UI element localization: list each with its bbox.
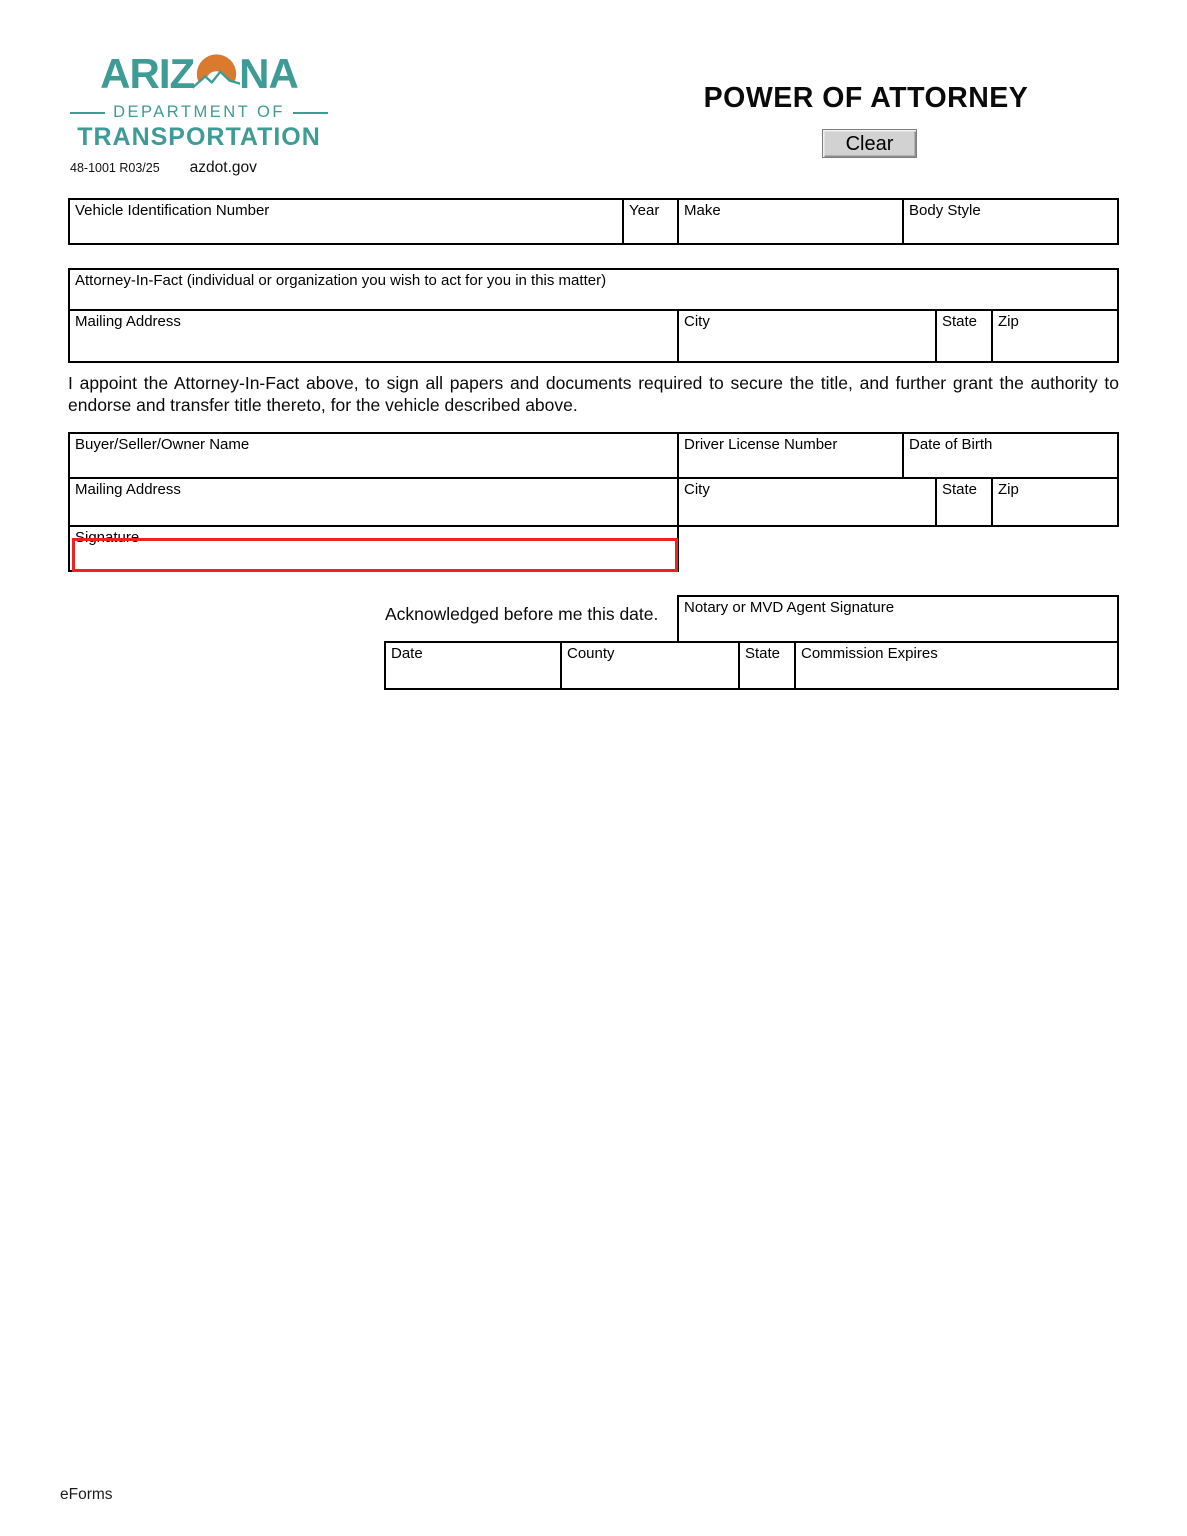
form-meta-row [70, 159, 328, 177]
notary-state-field[interactable] [740, 643, 796, 688]
attorney-zip-label: Zip [998, 313, 1019, 330]
vehicle-table [68, 198, 1119, 245]
adot-logo-text-right: NA [239, 50, 298, 97]
attorney-state-label: State [942, 313, 978, 330]
appointment-statement: I appoint the Attorney-In-Fact above, to sign all papers and documents required to secure the title, and further grant the authority to endorse and transfer title thereto, for the vehicle described above. [68, 373, 1119, 415]
logo-dash-left [70, 112, 105, 114]
driver-license-field[interactable] [679, 434, 904, 477]
owner-signature-row [68, 525, 679, 572]
attorney-mailing-address-field[interactable] [70, 311, 679, 361]
commission-expires-label: Commission Expires [801, 645, 938, 662]
attorney-name-label: Attorney-In-Fact (individual or organization you wish to act for you in this matter) [75, 272, 607, 289]
notary-date-field[interactable] [386, 643, 562, 688]
make-field[interactable] [679, 200, 904, 243]
vin-label: Vehicle Identification Number [75, 202, 270, 219]
owner-name-field[interactable] [70, 434, 679, 477]
owner-name-row [68, 432, 1119, 479]
attorney-city-label: City [684, 313, 710, 330]
attorney-address-row [68, 309, 1119, 363]
body-style-field[interactable] [904, 200, 1117, 243]
notary-signature-field[interactable] [679, 597, 1117, 641]
adot-logo [70, 50, 328, 177]
owner-city-field[interactable] [679, 479, 937, 525]
owner-state-label: State [942, 481, 978, 498]
commission-expires-field[interactable] [796, 643, 1117, 688]
eforms-watermark: eForms [60, 1486, 113, 1503]
notary-signature-row [677, 595, 1119, 643]
owner-address-row [68, 477, 1119, 527]
logo-dash-right [293, 112, 328, 114]
adot-logo-text-left: ARIZ [100, 50, 195, 97]
date-of-birth-field[interactable] [904, 434, 1117, 477]
attorney-zip-field[interactable] [993, 311, 1117, 361]
owner-zip-field[interactable] [993, 479, 1117, 525]
make-label: Make [684, 202, 721, 219]
adot-logo-wordmark [70, 50, 328, 98]
owner-city-label: City [684, 481, 710, 498]
notary-state-label: State [745, 645, 781, 662]
notary-signature-label: Notary or MVD Agent Signature [684, 599, 895, 616]
notary-details-row [384, 641, 1119, 690]
owner-state-field[interactable] [937, 479, 993, 525]
notary-county-field[interactable] [562, 643, 740, 688]
form-number: 48-1001 R03/25 [70, 161, 160, 175]
adot-logo-department-of [70, 103, 328, 122]
year-field[interactable] [624, 200, 679, 243]
notary-date-label: Date [391, 645, 423, 662]
year-label: Year [629, 202, 660, 219]
owner-mailing-address-field[interactable] [70, 479, 679, 525]
clear-button[interactable]: Clear [822, 129, 917, 158]
owner-mailing-address-label: Mailing Address [75, 481, 181, 498]
department-of-text: DEPARTMENT OF [113, 103, 285, 121]
owner-zip-label: Zip [998, 481, 1019, 498]
attorney-name-row [68, 268, 1119, 311]
arizona-sunset-mountain-icon [193, 52, 240, 97]
owner-signature-label: Signature [75, 529, 140, 546]
date-of-birth-label: Date of Birth [909, 436, 993, 453]
driver-license-label: Driver License Number [684, 436, 838, 453]
page-title: POWER OF ATTORNEY [703, 82, 1029, 114]
attorney-name-field[interactable] [70, 270, 1117, 309]
notary-county-label: County [567, 645, 615, 662]
attorney-city-field[interactable] [679, 311, 937, 361]
acknowledged-text: Acknowledged before me this date. [385, 604, 659, 624]
vin-field[interactable] [70, 200, 624, 243]
owner-signature-field[interactable] [72, 538, 678, 572]
adot-logo-transportation: TRANSPORTATION [77, 123, 321, 151]
owner-name-label: Buyer/Seller/Owner Name [75, 436, 250, 453]
attorney-mailing-address-label: Mailing Address [75, 313, 181, 330]
owner-signature-cell [70, 527, 677, 570]
website-text: azdot.gov [189, 159, 257, 176]
body-style-label: Body Style [909, 202, 981, 219]
attorney-state-field[interactable] [937, 311, 993, 361]
